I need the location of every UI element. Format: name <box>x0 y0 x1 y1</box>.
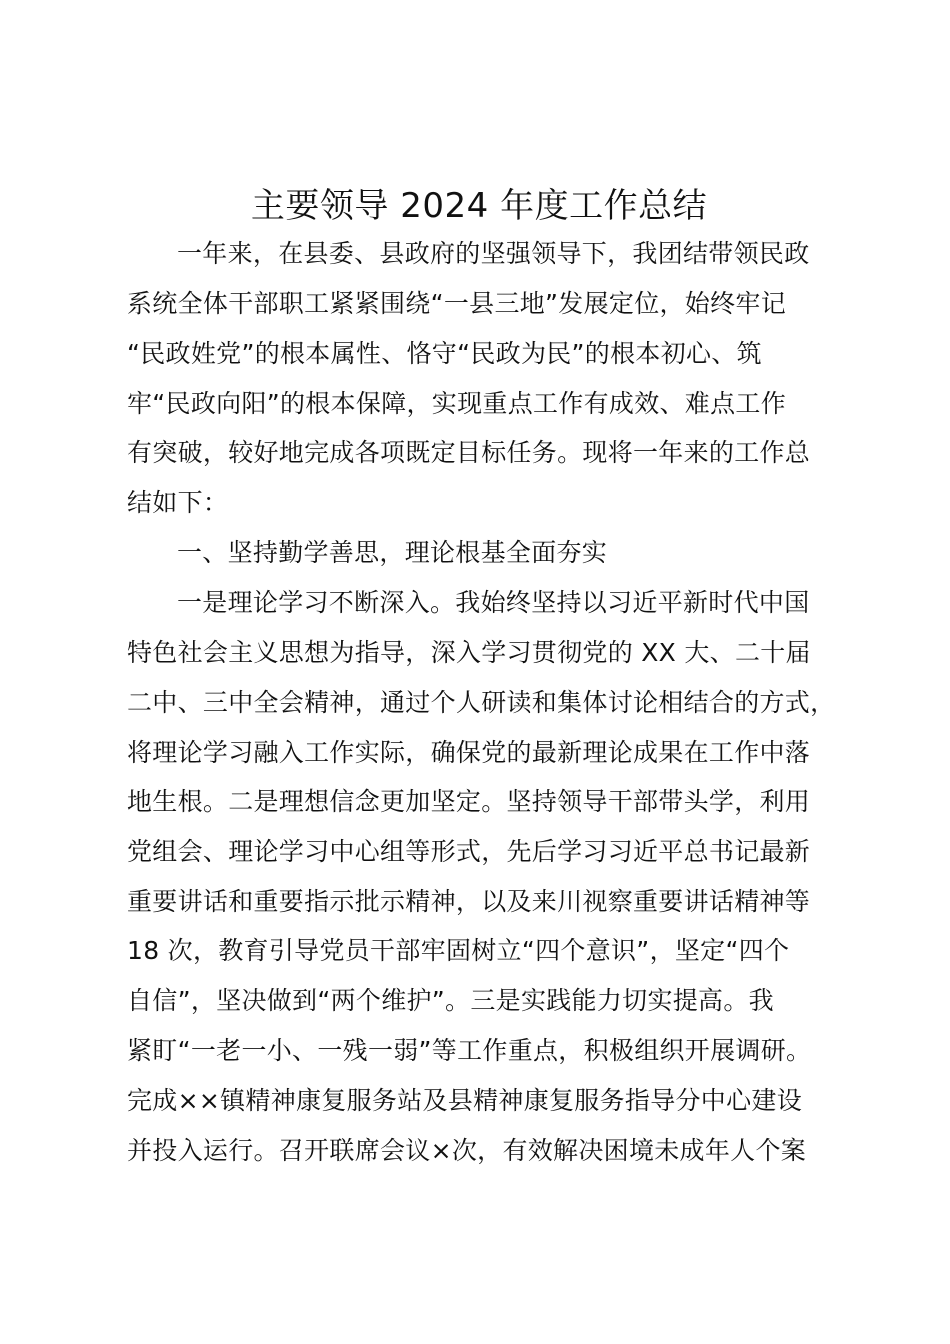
paragraph-line: 18 次，教育引导党员干部牢固树立“四个意识”，坚定“四个 <box>127 936 790 965</box>
paragraph-line: 紧盯“一老一小、一残一弱”等工作重点，积极组织开展调研。 <box>127 1036 812 1065</box>
paragraph-line: 一年来，在县委、县政府的坚强领导下，我团结带领民政 <box>177 239 810 268</box>
paragraph-line: 牢“民政向阳”的根本保障，实现重点工作有成效、难点工作 <box>127 389 787 418</box>
paragraph-line: 并投入运行。召开联席会议×次，有效解决困境未成年人个案 <box>127 1136 807 1165</box>
paragraph-line: 党组会、理论学习中心组等形式，先后学习习近平总书记最新 <box>127 837 811 866</box>
paragraph-line: 一是理论学习不断深入。我始终坚持以习近平新时代中国 <box>177 588 810 617</box>
document-title: 主要领导 2024 年度工作总结 <box>250 186 708 226</box>
paragraph-line: 将理论学习融入工作实际，确保党的最新理论成果在工作中落 <box>127 738 811 767</box>
paragraph-line: 完成××镇精神康复服务站及县精神康复服务指导分中心建设 <box>127 1086 802 1115</box>
paragraph-line: 重要讲话和重要指示批示精神，以及来川视察重要讲话精神等 <box>127 887 811 916</box>
paragraph-line: “民政姓党”的根本属性、恪守“民政为民”的根本初心、筑 <box>127 339 762 368</box>
paragraph-line: 结如下： <box>127 488 229 517</box>
paragraph-line: 有突破，较好地完成各项既定目标任务。现将一年来的工作总 <box>127 438 811 467</box>
paragraph-line: 二中、三中全会精神，通过个人研读和集体讨论相结合的方式， <box>127 688 836 717</box>
paragraph-line: 系统全体干部职工紧紧围绕“一县三地”发展定位，始终牢记 <box>127 289 787 318</box>
paragraph-line: 地生根。二是理想信念更加坚定。坚持领导干部带头学，利用 <box>127 787 811 816</box>
paragraph-line: 特色社会主义思想为指导，深入学习贯彻党的 XX 大、二十届 <box>127 638 811 667</box>
section-heading: 一、坚持勤学善思，理论根基全面夯实 <box>177 538 608 567</box>
paragraph-line: 自信”，坚决做到“两个维护”。三是实践能力切实提高。我 <box>127 986 774 1015</box>
